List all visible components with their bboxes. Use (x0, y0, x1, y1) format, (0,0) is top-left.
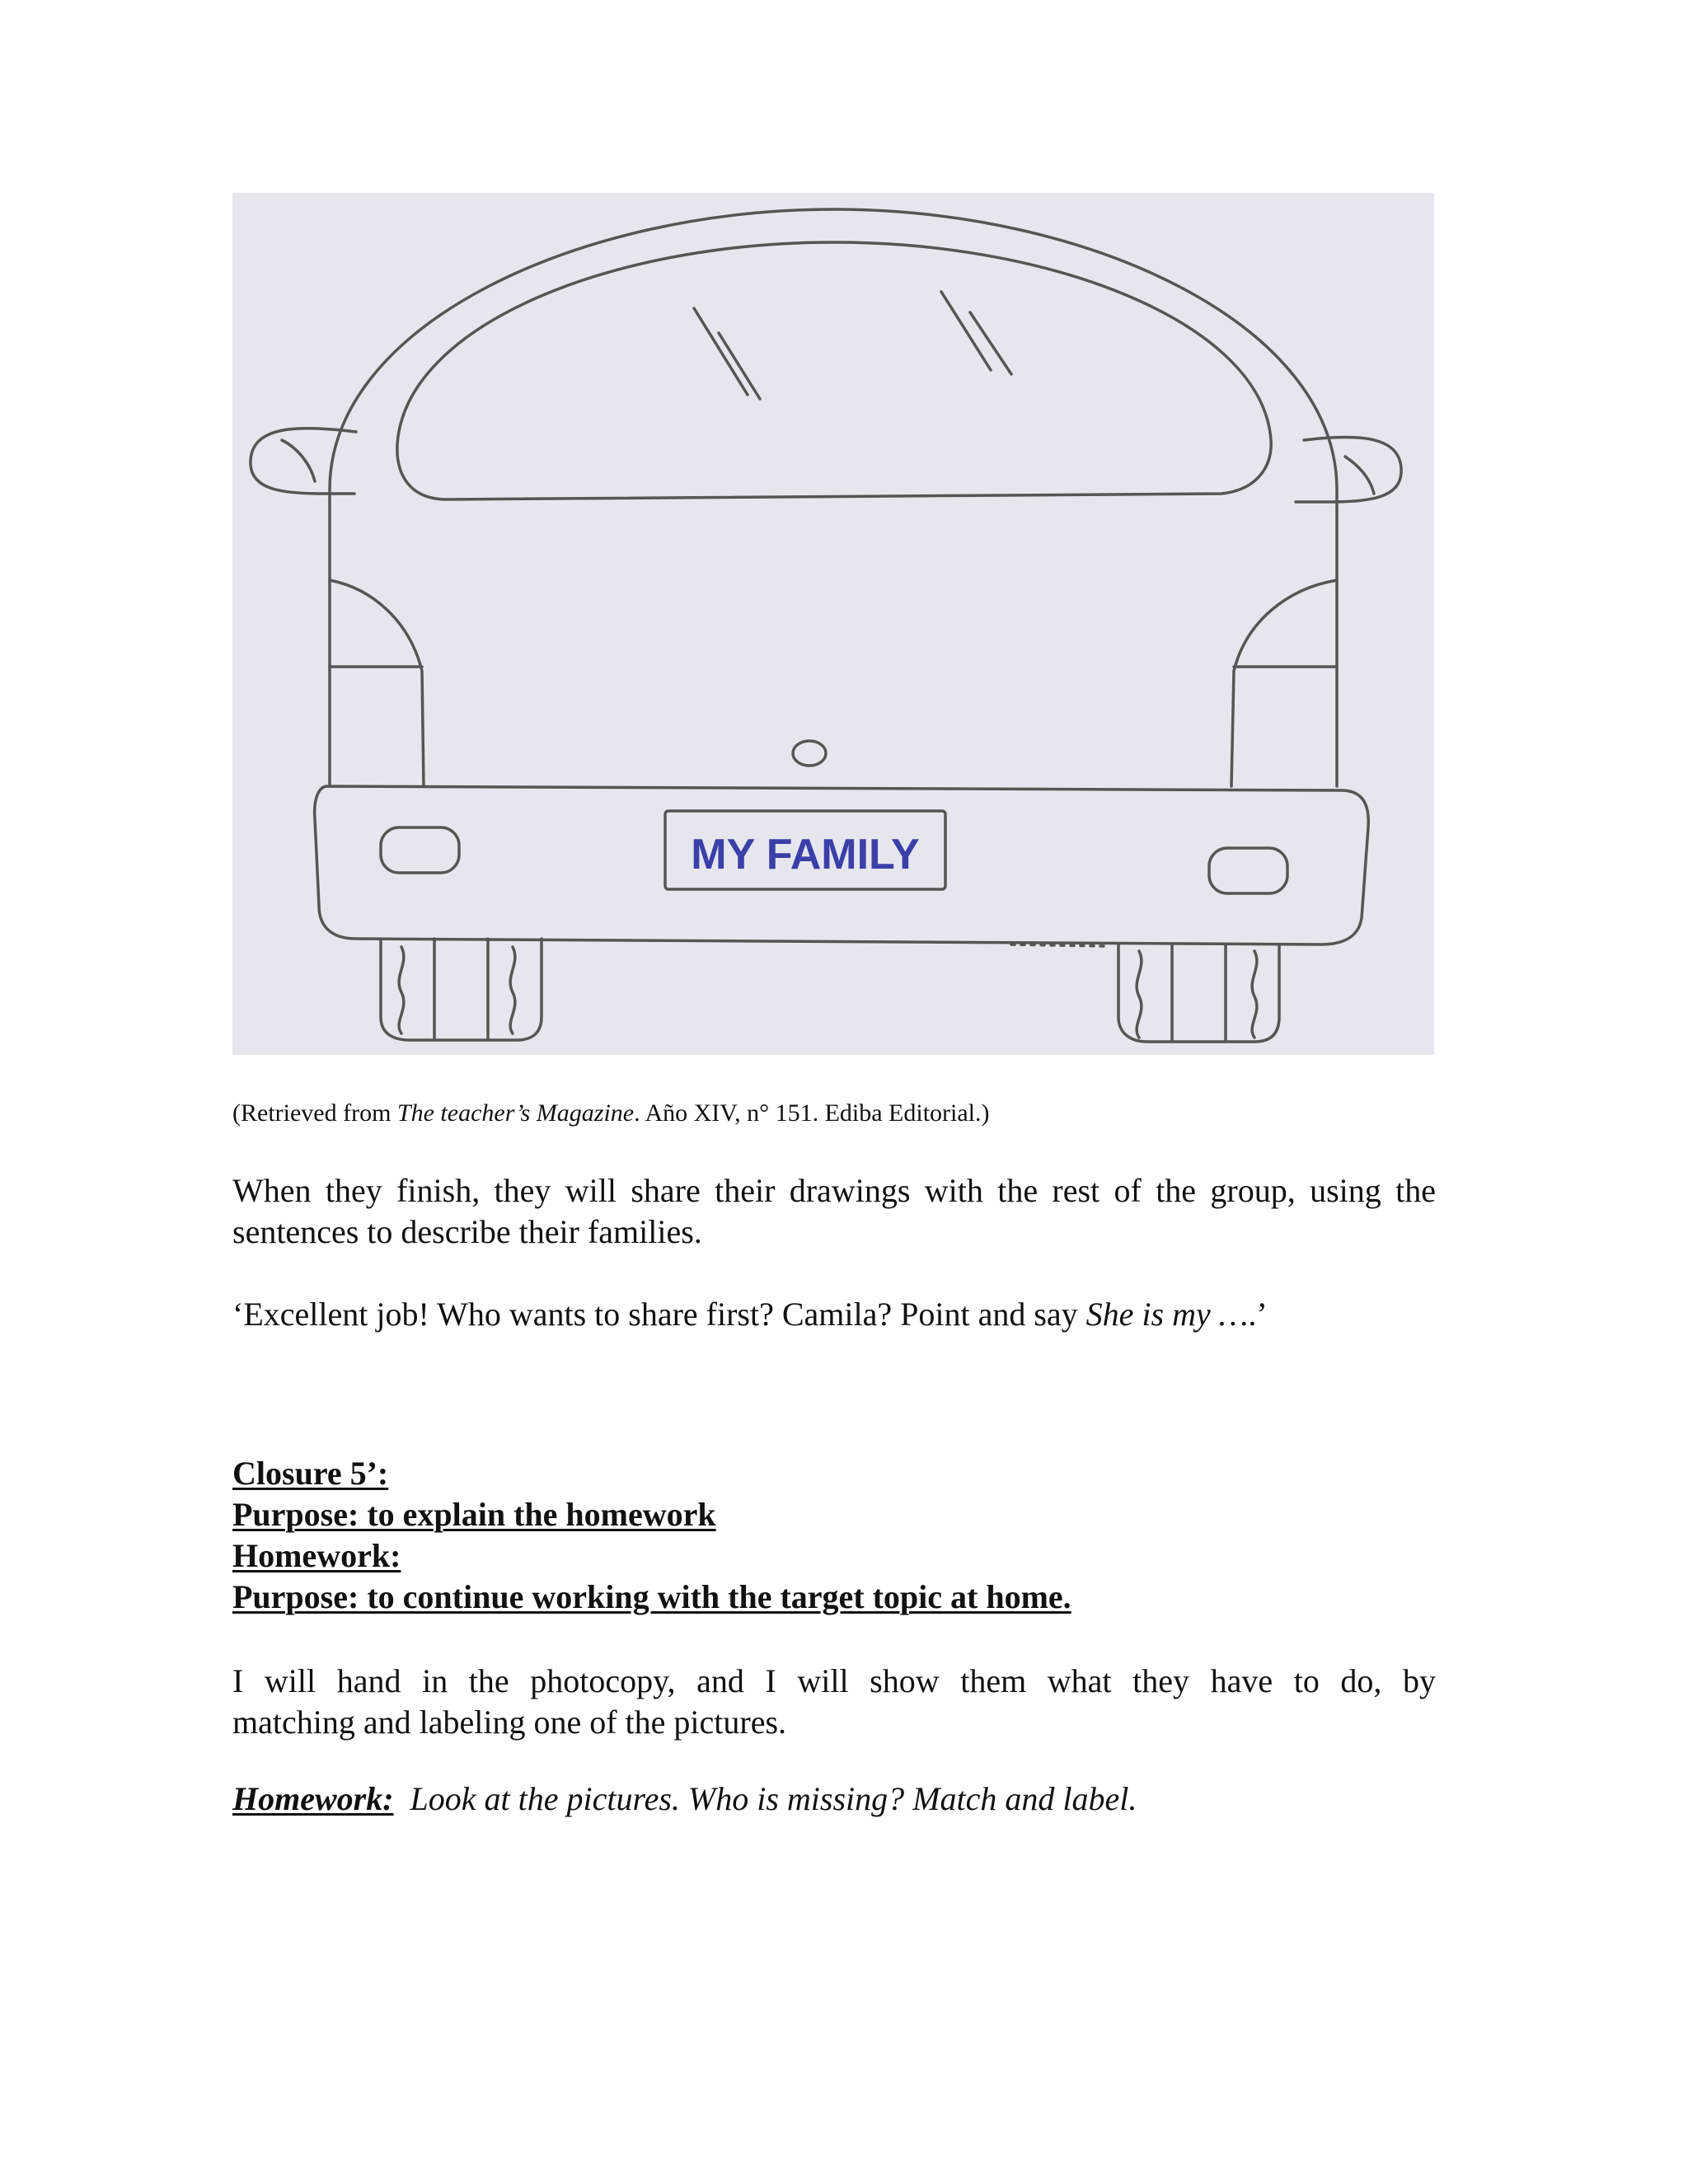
quote-italic: She is my … (1085, 1296, 1249, 1333)
license-plate-text: MY FAMILY (691, 831, 920, 879)
figure-caption (232, 1099, 1436, 1128)
heading-purpose-explain: Purpose: to explain the homework (232, 1496, 716, 1533)
heading-homework: Homework: (232, 1537, 401, 1574)
paragraph-line: When they finish, they will share their drawings with the rest of the group, using the (232, 1172, 1436, 1209)
homework-text: Look at the pictures. Who is missing? Match and label. (410, 1780, 1137, 1817)
homework-instruction (232, 1779, 1436, 1820)
car-drawing-figure (232, 193, 1434, 1055)
homework-label: Homework: (232, 1780, 394, 1817)
caption-suffix: . Año XIV, n° 151. Ediba Editorial.) (634, 1099, 990, 1127)
paragraph-photocopy (232, 1661, 1436, 1743)
paragraph-line: sentences to describe their families. (232, 1213, 702, 1250)
heading-purpose-continue: Purpose: to continue working with the target topic at home. (232, 1578, 1071, 1615)
heading-closure: Closure 5’: (232, 1455, 389, 1492)
paragraph-line: I will hand in the photocopy, and I will show them what they have to do, by (232, 1662, 1436, 1699)
closure-headings (232, 1453, 1071, 1618)
quote-text: ‘Excellent job! Who wants to share first? Camila? Point and say (232, 1296, 1086, 1333)
caption-prefix: (Retrieved from (232, 1099, 397, 1127)
paragraph-line: matching and labeling one of the pictures. (232, 1704, 787, 1741)
quote-end: .’ (1248, 1296, 1268, 1333)
paragraph-teacher-quote (232, 1294, 1436, 1335)
caption-magazine-title: The teacher’s Magazine (396, 1099, 635, 1127)
car-drawing-illustration (232, 193, 1434, 1055)
paragraph-share-drawings (232, 1170, 1436, 1253)
